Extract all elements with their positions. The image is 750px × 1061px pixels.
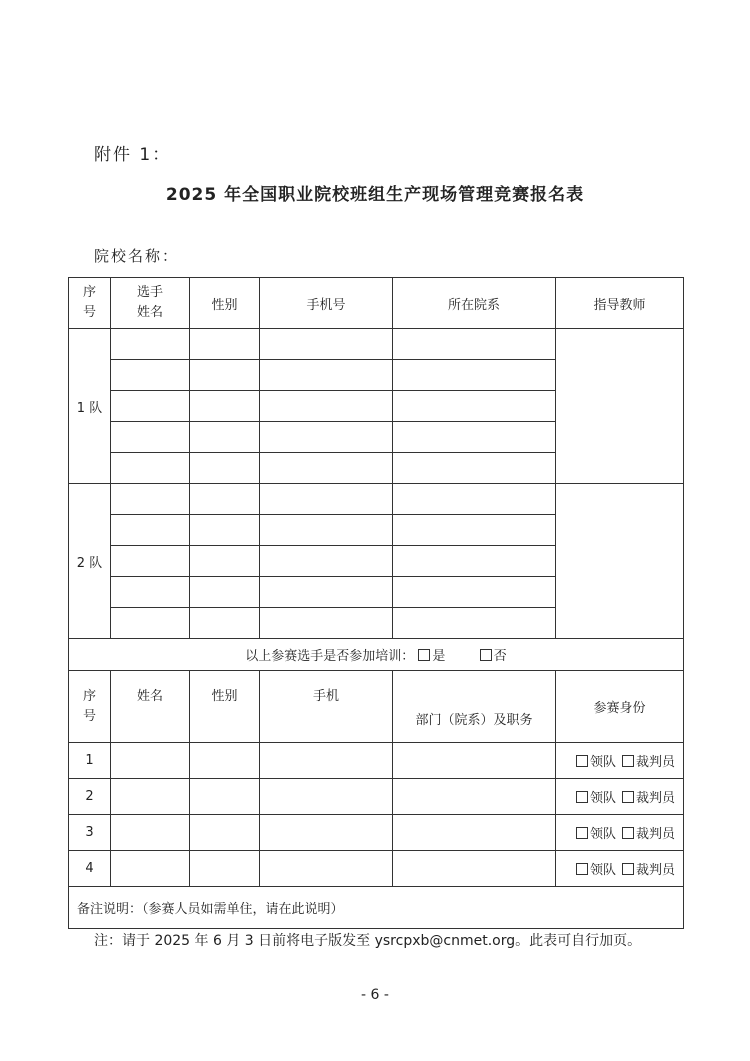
staff-department-cell[interactable]	[393, 743, 556, 779]
contestant-name-header	[111, 278, 190, 329]
gender-cell[interactable]	[190, 577, 260, 608]
phone-header: 手机号	[260, 278, 393, 329]
role-referee-label: 裁判员	[635, 755, 675, 770]
staff-row	[69, 815, 684, 851]
contestant-name-cell[interactable]	[111, 515, 190, 546]
contestant-name-cell[interactable]	[111, 329, 190, 360]
department-cell[interactable]	[393, 329, 556, 360]
staff-phone-cell[interactable]	[260, 779, 393, 815]
staff-role-header: 参赛身份	[556, 671, 684, 743]
team1-row	[69, 329, 684, 360]
registration-table	[68, 277, 684, 929]
phone-cell[interactable]	[260, 453, 393, 484]
staff-role-cell	[556, 743, 684, 779]
seq-header-line2: 号	[82, 708, 96, 724]
contestant-name-cell[interactable]	[111, 608, 190, 639]
checkbox-icon[interactable]	[576, 755, 588, 767]
staff-phone-cell[interactable]	[260, 743, 393, 779]
role-referee-label: 裁判员	[635, 863, 675, 878]
seq-header	[69, 278, 111, 329]
department-cell[interactable]	[393, 391, 556, 422]
checkbox-icon[interactable]	[576, 827, 588, 839]
gender-cell[interactable]	[190, 360, 260, 391]
phone-cell[interactable]	[260, 422, 393, 453]
phone-cell[interactable]	[260, 608, 393, 639]
staff-role-cell	[556, 851, 684, 887]
contestant-name-cell[interactable]	[111, 422, 190, 453]
phone-cell[interactable]	[260, 360, 393, 391]
checkbox-icon[interactable]	[418, 649, 430, 661]
instructor-cell[interactable]	[556, 329, 684, 484]
phone-cell[interactable]	[260, 515, 393, 546]
staff-phone-header: 手机	[260, 671, 393, 743]
staff-name-cell[interactable]	[111, 779, 190, 815]
phone-cell[interactable]	[260, 329, 393, 360]
department-cell[interactable]	[393, 577, 556, 608]
gender-cell[interactable]	[190, 422, 260, 453]
training-question: 以上参赛选手是否参加培训：	[245, 649, 415, 664]
department-cell[interactable]	[393, 422, 556, 453]
contestant-name-cell[interactable]	[111, 391, 190, 422]
phone-cell[interactable]	[260, 577, 393, 608]
role-leader-label: 领队	[589, 755, 616, 770]
checkbox-icon[interactable]	[622, 863, 634, 875]
gender-header: 性别	[190, 278, 260, 329]
seq-header-line2: 号	[82, 305, 96, 320]
checkbox-icon[interactable]	[622, 827, 634, 839]
gender-cell[interactable]	[190, 329, 260, 360]
name-header-line1: 选手	[136, 285, 163, 300]
seq-header	[69, 671, 111, 743]
department-cell[interactable]	[393, 515, 556, 546]
contestant-name-cell[interactable]	[111, 546, 190, 577]
training-no-label: 否	[493, 649, 507, 664]
department-cell[interactable]	[393, 484, 556, 515]
name-header-line2: 姓名	[136, 305, 163, 320]
staff-header-row	[69, 671, 684, 743]
role-leader-label: 领队	[589, 791, 616, 806]
page-number: - 6 -	[361, 987, 389, 1003]
staff-gender-cell[interactable]	[190, 743, 260, 779]
checkbox-icon[interactable]	[576, 863, 588, 875]
department-cell[interactable]	[393, 453, 556, 484]
staff-row	[69, 851, 684, 887]
training-yes-label: 是	[432, 649, 446, 664]
contestant-name-cell[interactable]	[111, 577, 190, 608]
seq-header-line1: 序	[82, 285, 96, 300]
department-cell[interactable]	[393, 608, 556, 639]
training-row	[69, 639, 684, 671]
school-name-label: 院校名称：	[94, 247, 180, 265]
department-cell[interactable]	[393, 546, 556, 577]
gender-cell[interactable]	[190, 484, 260, 515]
checkbox-icon[interactable]	[622, 755, 634, 767]
contestant-name-cell[interactable]	[111, 453, 190, 484]
contestant-name-cell[interactable]	[111, 360, 190, 391]
training-cell	[69, 639, 684, 671]
checkbox-icon[interactable]	[622, 791, 634, 803]
staff-name-cell[interactable]	[111, 851, 190, 887]
staff-row	[69, 779, 684, 815]
staff-row	[69, 743, 684, 779]
contestant-header-row	[69, 278, 684, 329]
staff-department-cell[interactable]	[393, 815, 556, 851]
remark-cell[interactable]: 备注说明：（参赛人员如需单住，请在此说明）	[69, 887, 684, 929]
staff-gender-cell[interactable]	[190, 779, 260, 815]
staff-department-cell[interactable]	[393, 851, 556, 887]
team2-row	[69, 484, 684, 515]
staff-name-cell[interactable]	[111, 743, 190, 779]
contestant-name-cell[interactable]	[111, 484, 190, 515]
staff-department-header: 部门（院系）及职务	[393, 671, 556, 743]
instructor-header: 指导教师	[556, 278, 684, 329]
staff-phone-cell[interactable]	[260, 815, 393, 851]
checkbox-icon[interactable]	[576, 791, 588, 803]
staff-role-cell	[556, 779, 684, 815]
staff-seq: 2	[69, 779, 111, 815]
attachment-label: 附件 1：	[94, 145, 172, 165]
remark-row	[69, 887, 684, 929]
instructor-cell[interactable]	[556, 484, 684, 639]
role-referee-label: 裁判员	[635, 827, 675, 842]
gender-cell[interactable]	[190, 391, 260, 422]
department-cell[interactable]	[393, 360, 556, 391]
team-label: 1 队	[69, 329, 111, 484]
footnote: 注：请于 2025 年 6 月 3 日前将电子版发至 ysrcpxb@cnmet.org。此表可自行加页。	[94, 933, 642, 949]
staff-seq: 4	[69, 851, 111, 887]
team-label: 2 队	[69, 484, 111, 639]
form-title: 2025 年全国职业院校班组生产现场管理竞赛报名表	[165, 185, 585, 205]
checkbox-icon[interactable]	[480, 649, 492, 661]
staff-gender-cell[interactable]	[190, 851, 260, 887]
role-leader-label: 领队	[589, 863, 616, 878]
staff-gender-cell[interactable]	[190, 815, 260, 851]
staff-seq: 1	[69, 743, 111, 779]
phone-cell[interactable]	[260, 484, 393, 515]
role-leader-label: 领队	[589, 827, 616, 842]
staff-seq: 3	[69, 815, 111, 851]
department-header: 所在院系	[393, 278, 556, 329]
staff-phone-cell[interactable]	[260, 851, 393, 887]
seq-header-line1: 序	[82, 688, 96, 704]
phone-cell[interactable]	[260, 391, 393, 422]
staff-department-cell[interactable]	[393, 779, 556, 815]
staff-name-header: 姓名	[111, 671, 190, 743]
staff-name-cell[interactable]	[111, 815, 190, 851]
gender-cell[interactable]	[190, 608, 260, 639]
gender-cell[interactable]	[190, 546, 260, 577]
gender-cell[interactable]	[190, 515, 260, 546]
role-referee-label: 裁判员	[635, 791, 675, 806]
gender-cell[interactable]	[190, 453, 260, 484]
phone-cell[interactable]	[260, 546, 393, 577]
staff-gender-header: 性别	[190, 671, 260, 743]
staff-role-cell	[556, 815, 684, 851]
